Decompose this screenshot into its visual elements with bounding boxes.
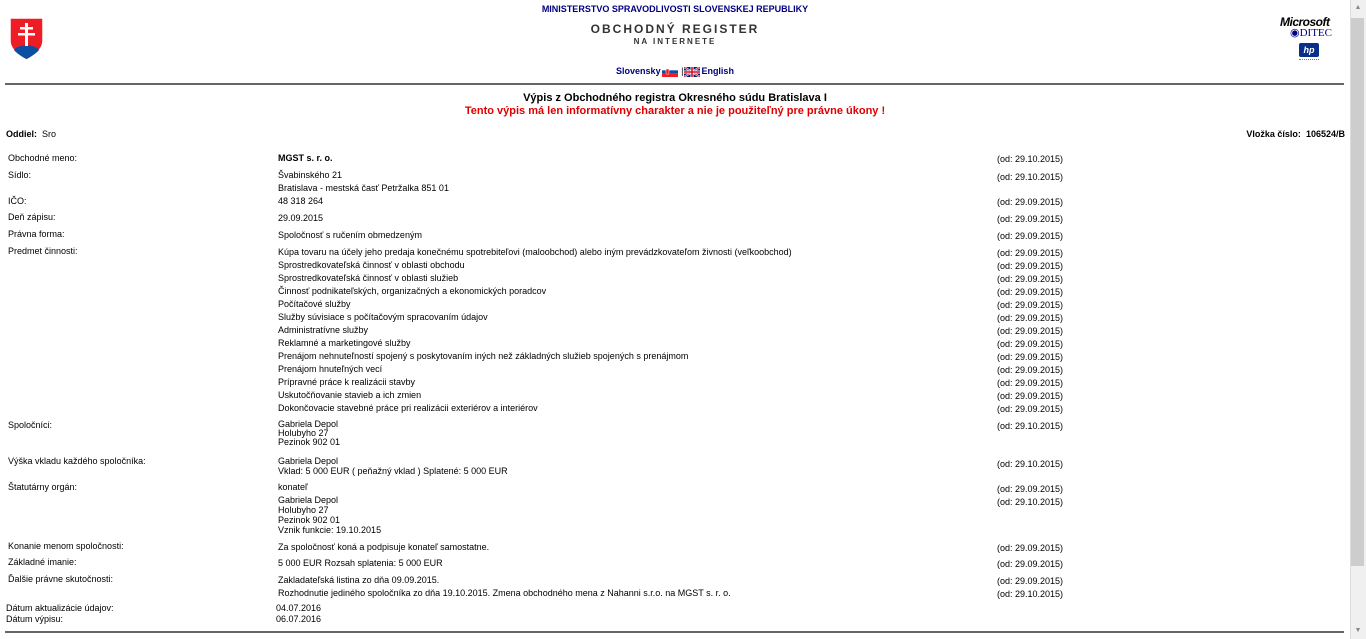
- field-od-sidlo: (od: 29.10.2015): [997, 172, 1064, 182]
- list-item: Služby súvisiace s počítačovým spracovaním údajov: [278, 312, 488, 322]
- field-label-vyska-vkladu: Výška vkladu každého spoločníka:: [8, 456, 146, 466]
- field-value-konanie: Za spoločnosť koná a podpisuje konateľ samostatne.: [278, 542, 490, 552]
- list-item-od: (od: 29.09.2015): [997, 287, 1064, 297]
- field-value-sidlo: [278, 169, 449, 195]
- list-item-od: (od: 29.09.2015): [997, 339, 1064, 349]
- list-item: Prípravné práce k realizácii stavby: [278, 377, 416, 387]
- statutarny-line: Holubyho 27: [278, 505, 329, 515]
- vlozka: [1180, 129, 1345, 139]
- lang-slovak-link[interactable]: Slovensky: [616, 66, 661, 76]
- ditec-globe-icon: ◉: [1290, 27, 1300, 39]
- ministry-link-text[interactable]: MINISTERSTVO SPRAVODLIVOSTI SLOVENSKEJ REPUBLIKY: [541, 4, 809, 14]
- field-label-ico: IČO:: [8, 196, 27, 206]
- list-item-od: (od: 29.09.2015): [997, 352, 1064, 362]
- list-item: Dokončovacie stavebné práce pri realizácii exteriérov a interiérov: [278, 403, 538, 413]
- list-item: Sprostredkovateľská činnosť v oblasti obchodu: [278, 260, 465, 270]
- field-value-spolocnici: [278, 420, 340, 447]
- field-label-datum-aktualizacie: Dátum aktualizácie údajov:: [6, 603, 114, 613]
- list-item-od: (od: 29.09.2015): [997, 248, 1064, 258]
- predmet-cinnosti-list: [278, 246, 792, 415]
- field-od-statutarny-role: (od: 29.09.2015): [997, 484, 1064, 494]
- list-item: Uskutočňovanie stavieb a ich zmien: [278, 390, 422, 400]
- field-label-spolocnici: Spoločníci:: [8, 420, 53, 430]
- spolocnici-line: Holubyho 27: [278, 428, 329, 438]
- document-title: Výpis z Obchodného registra Okresného súdu Bratislava I: [523, 92, 827, 104]
- field-value-datum-aktualizacie: 04.07.2016: [276, 603, 322, 613]
- field-label-zakladne-imanie: Základné imanie:: [8, 557, 77, 567]
- language-switcher: [0, 66, 1350, 77]
- oddiel-value: Sro: [42, 129, 57, 139]
- list-item: Sprostredkovateľská činnosť v oblasti služieb: [278, 273, 459, 283]
- lang-english-link[interactable]: English: [701, 66, 734, 76]
- scroll-up-arrow-icon[interactable]: ▲: [1354, 4, 1362, 11]
- field-value-statutarny-organ: [278, 495, 381, 535]
- microsoft-logo-text: Microsoft: [1280, 15, 1330, 29]
- field-od-konanie: (od: 29.09.2015): [997, 543, 1064, 553]
- field-label-dalsie: Ďalšie právne skutočnosti:: [8, 574, 114, 584]
- list-item: Administratívne služby: [278, 325, 369, 335]
- field-value-dalsie-2: Rozhodnutie jediného spoločníka zo dňa 19.10.2015. Zmena obchodného mena z Nahanni s.r.o. na MGST s. r. o.: [278, 588, 731, 598]
- field-od-dalsie-1: (od: 29.09.2015): [997, 576, 1064, 586]
- field-od-obchodne-meno: (od: 29.10.2015): [997, 154, 1064, 164]
- list-item-od: (od: 29.09.2015): [997, 261, 1064, 271]
- field-od-den-zapisu: (od: 29.09.2015): [997, 214, 1064, 224]
- predmet-cinnosti-od-list: [997, 247, 1063, 416]
- field-label-datum-vypisu: Dátum výpisu:: [6, 614, 64, 624]
- field-value-zakladne-imanie: 5 000 EUR Rozsah splatenia: 5 000 EUR: [278, 558, 443, 568]
- ministry-link[interactable]: [0, 4, 1350, 14]
- field-od-vyska-vkladu: (od: 29.10.2015): [997, 459, 1064, 469]
- uk-flag-icon[interactable]: [684, 67, 700, 77]
- oddiel: [6, 129, 56, 139]
- ditec-logo-text: [1280, 28, 1338, 38]
- list-item-od: (od: 29.09.2015): [997, 391, 1064, 401]
- spolocnici-line: Gabriela Depol: [278, 419, 339, 429]
- slovak-flag-icon[interactable]: [662, 67, 678, 77]
- microsoft-ditec-logo: [1280, 16, 1338, 38]
- list-item-od: (od: 29.09.2015): [997, 378, 1064, 388]
- field-label-statutarny-organ: Štatutárny orgán:: [8, 482, 78, 492]
- list-item: Činnosť podnikateľských, organizačných a ekonomických poradcov: [278, 286, 547, 296]
- vyska-vkladu-line: Gabriela Depol: [278, 456, 339, 466]
- scroll-down-arrow-icon[interactable]: ▼: [1354, 627, 1362, 634]
- field-label-den-zapisu: Deň zápisu:: [8, 212, 56, 222]
- sidlo-line: Bratislava - mestská časť Petržalka 851 01: [278, 183, 449, 193]
- field-od-dalsie-2: (od: 29.10.2015): [997, 589, 1064, 599]
- document-warning: Tento výpis má len informatívny charakter a nie je použiteľný pre právne úkony !: [464, 105, 886, 117]
- footer-divider: [5, 631, 1344, 633]
- register-subtitle: NA INTERNETE: [633, 37, 717, 46]
- list-item-od: (od: 29.09.2015): [997, 300, 1064, 310]
- vlozka-value: 106524/B: [1305, 129, 1345, 139]
- field-label-predmet-cinnosti: Predmet činnosti:: [8, 246, 78, 256]
- field-label-sidlo: Sídlo:: [8, 170, 32, 180]
- scrollbar-thumb[interactable]: [1351, 18, 1364, 566]
- oddiel-label: Oddiel:: [6, 129, 37, 139]
- field-value-ico: 48 318 264: [278, 196, 324, 206]
- spolocnici-line: Pezinok 902 01: [278, 437, 341, 447]
- slovak-coat-of-arms-icon: [9, 17, 44, 61]
- field-value-den-zapisu: 29.09.2015: [278, 213, 324, 223]
- list-item-od: (od: 29.09.2015): [997, 326, 1064, 336]
- list-item-od: (od: 29.09.2015): [997, 274, 1064, 284]
- field-label-obchodne-meno: Obchodné meno:: [8, 153, 78, 163]
- list-item-od: (od: 29.09.2015): [997, 404, 1064, 414]
- lang-separator: |: [681, 66, 684, 76]
- register-title: OBCHODNÝ REGISTER: [590, 22, 760, 36]
- list-item: Prenájom hnuteľných vecí: [278, 364, 383, 374]
- list-item: Počítačové služby: [278, 299, 351, 309]
- field-label-pravna-forma: Právna forma:: [8, 229, 65, 239]
- statutarny-line: Gabriela Depol: [278, 495, 339, 505]
- field-od-ico: (od: 29.09.2015): [997, 197, 1064, 207]
- field-od-statutarny-organ: (od: 29.10.2015): [997, 497, 1064, 507]
- list-item-od: (od: 29.09.2015): [997, 365, 1064, 375]
- statutarny-line: Vznik funkcie: 19.10.2015: [278, 525, 382, 535]
- field-value-vyska-vkladu: [278, 456, 508, 476]
- hp-logo-underline: [1299, 59, 1319, 62]
- statutarny-line: Pezinok 902 01: [278, 515, 341, 525]
- field-value-dalsie-1: Zakladateľská listina zo dňa 09.09.2015.: [278, 575, 440, 585]
- list-item: Kúpa tovaru na účely jeho predaja konečnému spotrebiteľovi (maloobchod) alebo iným prevádzkovateľom živnosti (veľkoobchod): [278, 247, 792, 257]
- field-value-pravna-forma: Spoločnosť s ručením obmedzeným: [278, 230, 422, 240]
- field-label-konanie: Konanie menom spoločnosti:: [8, 541, 124, 551]
- list-item: Prenájom nehnuteľností spojený s poskytovaním iných než základných služieb spojených s prenájmom: [278, 351, 689, 361]
- list-item: Reklamné a marketingové služby: [278, 338, 411, 348]
- header-divider: [5, 83, 1344, 85]
- sidlo-line: Švabinského 21: [278, 170, 343, 180]
- list-item-od: (od: 29.09.2015): [997, 313, 1064, 323]
- field-od-pravna-forma: (od: 29.09.2015): [997, 231, 1064, 241]
- field-od-zakladne-imanie: (od: 29.09.2015): [997, 559, 1064, 569]
- vyska-vkladu-line: Vklad: 5 000 EUR ( peňažný vklad ) Splatené: 5 000 EUR: [278, 466, 508, 476]
- vlozka-label: Vložka číslo:: [1246, 129, 1301, 139]
- field-value-statutarny-role: konateľ: [278, 482, 308, 492]
- field-value-obchodne-meno: MGST s. r. o.: [278, 153, 333, 163]
- field-value-datum-vypisu: 06.07.2016: [276, 614, 322, 624]
- hp-logo: hp: [1299, 43, 1319, 57]
- field-od-spolocnici: (od: 29.10.2015): [997, 421, 1064, 431]
- ditec-label: DITEC: [1299, 27, 1332, 39]
